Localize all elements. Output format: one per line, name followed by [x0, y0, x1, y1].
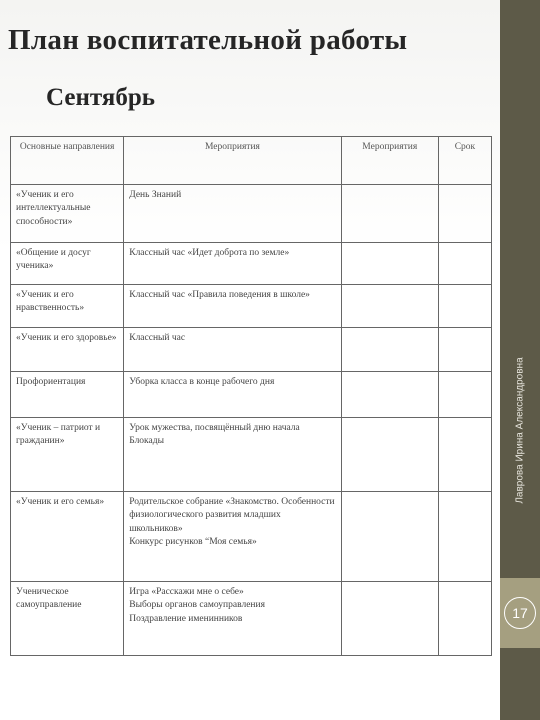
event-item: Поздравление именинников	[129, 613, 243, 624]
header-events: Мероприятия	[124, 137, 341, 185]
page-number: 17	[504, 597, 536, 629]
event-item: Конкурс рисунков “Моя семья»	[129, 536, 257, 547]
row-events-2	[341, 418, 438, 492]
row-events	[124, 243, 341, 285]
table-row	[11, 582, 492, 656]
author-text: Лаврова Ирина Александровна	[514, 356, 526, 504]
row-events-2	[341, 328, 438, 372]
row-events-2	[341, 185, 438, 243]
author-label	[500, 330, 540, 530]
row-direction: «Ученик и его нравственность»	[11, 285, 124, 328]
row-events	[124, 492, 341, 582]
row-term	[438, 372, 491, 418]
row-events	[124, 285, 341, 328]
table-row	[11, 185, 492, 243]
row-term	[438, 582, 491, 656]
row-direction: «Общение и досуг ученика»	[11, 243, 124, 285]
row-term	[438, 492, 491, 582]
table-row	[11, 328, 492, 372]
row-events-2	[341, 372, 438, 418]
row-direction: «Ученик и его здоровье»	[11, 328, 124, 372]
row-events-2	[341, 243, 438, 285]
row-events-2	[341, 492, 438, 582]
table-row	[11, 285, 492, 328]
table-header-row	[11, 137, 492, 185]
row-events	[124, 418, 341, 492]
plan-table	[10, 136, 492, 656]
row-direction: «Ученик и его семья»	[11, 492, 124, 582]
event-item: День Знаний	[129, 190, 182, 200]
header-term: Срок	[438, 137, 491, 185]
row-term	[438, 418, 491, 492]
event-item: Выборы органов самоуправления	[129, 600, 265, 611]
header-directions: Основные направления	[11, 137, 124, 185]
table-row	[11, 492, 492, 582]
row-events-2	[341, 285, 438, 328]
event-item: Классный час «Идет доброта по земле»	[129, 248, 290, 258]
row-direction: Профориентация	[11, 372, 124, 418]
row-direction: «Ученик – патриот и гражданин»	[11, 418, 124, 492]
row-term	[438, 285, 491, 328]
page-number-badge	[500, 578, 540, 648]
row-events-2	[341, 582, 438, 656]
event-item: Урок мужества, посвящённый дню начала Блокады	[129, 423, 300, 447]
row-events	[124, 372, 341, 418]
event-item: Классный час	[129, 333, 186, 343]
row-term	[438, 328, 491, 372]
header-events-2: Мероприятия	[341, 137, 438, 185]
page-title: План воспитательной работы	[8, 24, 408, 56]
row-events	[124, 582, 341, 656]
table-row	[11, 243, 492, 285]
row-direction: Ученическое самоуправление	[11, 582, 124, 656]
table-row	[11, 372, 492, 418]
table-row	[11, 418, 492, 492]
month-subtitle: Сентябрь	[46, 84, 155, 111]
row-direction: «Ученик и его интеллектуальные способности»	[11, 185, 124, 243]
row-events	[124, 328, 341, 372]
row-term	[438, 243, 491, 285]
row-events	[124, 185, 341, 243]
row-term	[438, 185, 491, 243]
event-item: Уборка класса в конце рабочего дня	[129, 377, 275, 387]
event-item: Классный час «Правила поведения в школе»	[129, 290, 310, 300]
event-item: Родительское собрание «Знакомство. Особенности физиологического развития младших школьников»	[129, 497, 335, 534]
event-item: Игра «Расскажи мне о себе»	[129, 587, 244, 597]
